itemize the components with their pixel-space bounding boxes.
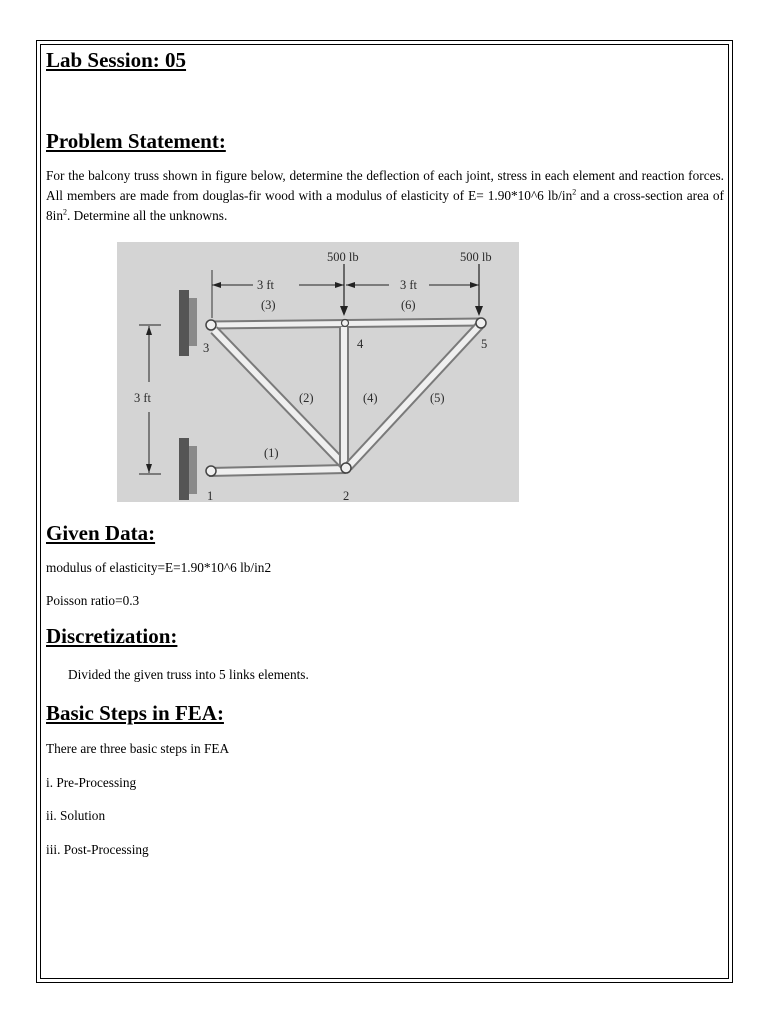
step-post-processing: iii. Post-Processing [46, 842, 149, 857]
given-data-heading: Given Data: [46, 521, 156, 545]
wall-support-top [179, 290, 189, 356]
dim-label-right: 3 ft [400, 278, 418, 292]
basic-steps-heading: Basic Steps in FEA: [46, 701, 224, 725]
given-poisson: Poisson ratio=0.3 [46, 593, 140, 608]
node-label-3: 3 [203, 341, 210, 355]
load-label-left: 500 lb [327, 250, 359, 264]
discretization-heading: Discretization: [46, 624, 178, 648]
dim-label-left: 3 ft [257, 278, 275, 292]
joint-pin-1 [206, 466, 216, 476]
element-label-4: (4) [363, 391, 378, 405]
element-label-1: (1) [264, 446, 279, 460]
joint-pin-2 [341, 463, 351, 473]
element-label-2: (2) [299, 391, 314, 405]
step-pre-processing: i. Pre-Processing [46, 775, 137, 790]
element-label-3: (3) [261, 298, 276, 312]
node-label-4: 4 [357, 337, 364, 351]
given-modulus: modulus of elasticity=E=1.90*10^6 lb/in2 [46, 560, 272, 575]
node-label-1: 1 [207, 489, 214, 502]
lab-session-title: Lab Session: 05 [46, 48, 187, 72]
joint-pin-5 [476, 318, 486, 328]
node-label-5: 5 [481, 337, 488, 351]
element-label-6: (6) [401, 298, 416, 312]
dim-label-vertical: 3 ft [134, 391, 152, 405]
discretization-text: Divided the given truss into 5 links elements. [68, 667, 309, 682]
step-solution: ii. Solution [46, 808, 106, 823]
problem-statement-heading: Problem Statement: [46, 129, 226, 153]
node-label-2: 2 [343, 489, 350, 502]
problem-statement-text: For the balcony truss shown in figure below, determine the deflection of each joint, stress in each element and reaction forces. All members are made from douglas-fir wood with a modulus of elasticity of E= 1.90*10^6 $lb/in^2$ and a cross-section area of $8in^2$. Determine all the unknowns. [46, 168, 724, 223]
load-label-right: 500 lb [460, 250, 492, 264]
joint-pin-4 [342, 320, 349, 327]
joint-pin-3 [206, 320, 216, 330]
figure-background [117, 242, 519, 502]
element-label-5: (5) [430, 391, 445, 405]
basic-steps-intro: There are three basic steps in FEA [46, 741, 230, 756]
wall-support-bottom [179, 438, 189, 500]
balcony-truss-figure [117, 242, 519, 502]
